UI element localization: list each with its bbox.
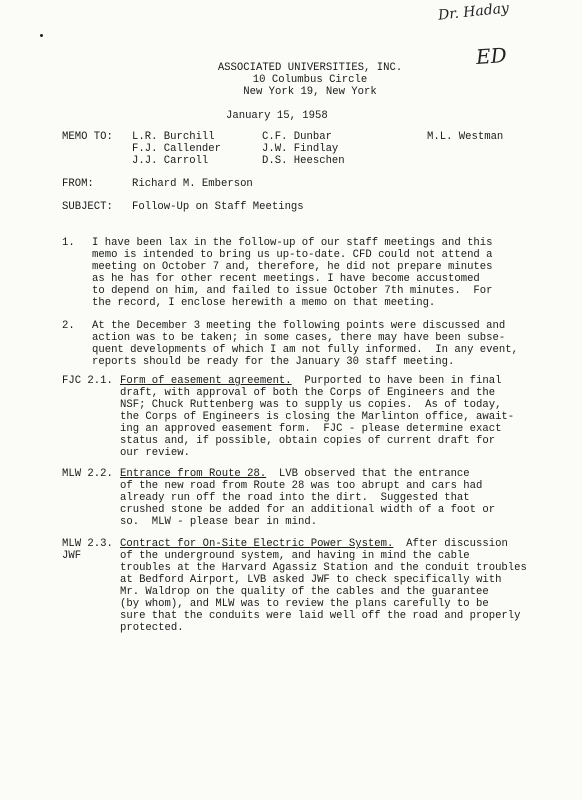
item-line: at Bedford Airport, LVB asked JWF to check specifically with [120,574,502,586]
recipient: D.S. Heeschen [262,155,345,167]
paragraph-line: memo is intended to bring us up-to-date. CFD could not attend a [92,249,493,261]
org-name: ASSOCIATED UNIVERSITIES, INC. [217,62,403,74]
item-line: crushed stone be added for an additional width of a foot or [120,504,496,516]
item-number: FJC 2.1. [62,375,113,387]
item-heading: Form of easement agreement. [120,375,292,387]
paragraph-line: At the December 3 meeting the following points were discussed and [92,320,506,332]
paragraph-line: action was to be taken; in some cases, there may have been subse- [92,332,506,344]
paragraph-line: I have been lax in the follow-up of our staff meetings and this [92,237,493,249]
item-line: so. MLW - please bear in mind. [120,516,318,528]
item-line: (by whom), and MLW was to review the plans carefully to be [120,598,489,610]
paragraph-number: 2. [62,320,75,332]
recipient: M.L. Westman [427,131,504,143]
item-first-rest: LVB observed that the entrance [266,468,470,480]
item-line: our review. [120,447,190,459]
handwritten-note: Dr. Haday [437,0,510,24]
org-street: 10 Columbus Circle [252,74,368,86]
paragraph-line: reports should be ready for the January 30 staff meeting. [92,356,455,368]
paragraph-number: 1. [62,237,75,249]
item-line: status and, if possible, obtain copies of current draft for [120,435,496,447]
paragraph-line: the record, I enclose herewith a memo on that meeting. [92,297,436,309]
paragraph-line: quent developments of which I am not fully informed. In any event, [92,344,518,356]
item-first-rest: After discussion [393,538,508,550]
item-line: sure that the conduits were laid well off the road and properly [120,610,521,622]
item-line: of the underground system, and having in mind the cable [120,550,470,562]
item-first-line [120,538,508,550]
handwritten-initials: ED [475,42,508,70]
org-city: New York 19, New York [243,86,377,98]
recipient: L.R. Burchill [132,131,215,143]
item-number: MLW 2.3. [62,538,113,550]
recipient: C.F. Dunbar [262,131,332,143]
item-line: Mr. Waldrop on the quality of the cables and the guarantee [120,586,489,598]
item-first-line [120,375,501,387]
item-line: the Corps of Engineers is closing the Marlinton office, await- [120,411,515,423]
item-heading: Contract for On-Site Electric Power System. [120,538,394,550]
item-line: ing an approved easement form. FJC - please determine exact [120,423,502,435]
memo-date: January 15, 1958 [226,110,328,122]
subject-label: SUBJECT: [62,201,113,213]
item-line: of the new road from Route 28 was too abrupt and cars had [120,480,483,492]
scan-speck [40,34,43,37]
item-line: protected. [120,622,184,634]
recipient: J.J. Carroll [132,155,209,167]
item-first-rest: Purported to have been in final [291,375,502,387]
recipient: F.J. Callender [132,143,222,155]
item-line: already run off the road into the dirt. Suggested that [120,492,470,504]
item-first-line [120,468,470,480]
item-heading: Entrance from Route 28. [120,468,267,480]
item-line: NSF; Chuck Ruttenberg was to supply us copies. As of today, [120,399,502,411]
from-value: Richard M. Emberson [132,178,253,190]
memo-to-label: MEMO TO: [62,131,113,143]
item-line: draft, with approval of both the Corps of Engineers and the [120,387,496,399]
item-number: MLW 2.2. [62,468,113,480]
subject-value: Follow-Up on Staff Meetings [132,201,304,213]
from-label: FROM: [62,178,94,190]
paragraph-line: meeting on October 7 and, therefore, he did not prepare minutes [92,261,493,273]
paragraph-line: as he has for other recent meetings. I have become accustomed [92,273,480,285]
item-assignee-2: JWF [62,550,82,562]
item-line: troubles at the Harvard Agassiz Station and the conduit troubles [120,562,527,574]
paragraph-line: to depend on him, and failed to issue October 7th minutes. For [92,285,493,297]
recipient: J.W. Findlay [262,143,339,155]
